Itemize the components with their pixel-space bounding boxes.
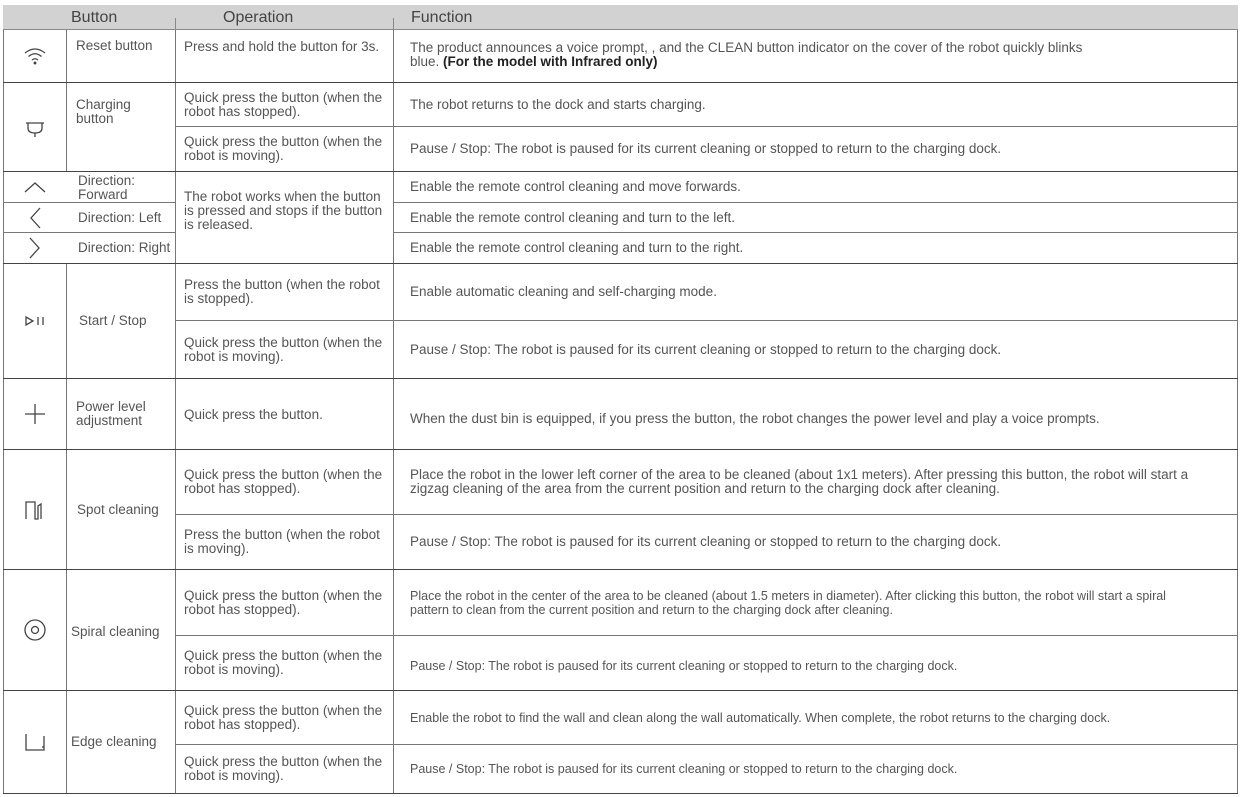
edge-cleaning-label: Edge cleaning xyxy=(71,734,157,749)
power-function: When the dust bin is equipped, if you press the button, the robot changes the power level and play a voice prompts. xyxy=(410,411,1100,426)
header-button: Button xyxy=(71,9,118,26)
spot-operation-stopped: Quick press the button (when the robot has stopped). xyxy=(184,467,383,496)
edge-operation-stopped: Quick press the button (when the robot has stopped). xyxy=(184,702,383,732)
start-function-stopped: Enable automatic cleaning and self-charging mode. xyxy=(410,284,717,299)
edge-function-moving: Pause / Stop: The robot is paused for its current cleaning or stopped to return to the charging dock. xyxy=(410,762,958,776)
header-operation: Operation xyxy=(223,9,294,26)
start-function-moving: Pause / Stop: The robot is paused for its current cleaning or stopped to return to the charging dock. xyxy=(410,341,1002,357)
spiral-function-stopped: Place the robot in the center of the area to be cleaned (about 1.5 meters in diameter). After clicking this button, the robot will start a spiral pattern to clean from the current position and return to the charging dock after cleaning. xyxy=(410,588,1166,617)
edge-function-stopped: Enable the robot to find the wall and clean along the wall automatically. When complete, the robot returns to the charging dock. xyxy=(410,710,1111,725)
direction-left-label: Direction: Left xyxy=(78,209,162,225)
charging-function-moving: Pause / Stop: The robot is paused for its current cleaning or stopped to return to the charging dock. xyxy=(410,141,1002,156)
start-operation-moving: Quick press the button (when the robot is moving). xyxy=(184,334,383,364)
charging-function-stopped: The robot returns to the dock and starts charging. xyxy=(410,97,706,112)
power-operation: Quick press the button. xyxy=(184,407,323,422)
reset-function xyxy=(410,34,1110,78)
spot-cleaning-icon xyxy=(5,450,65,569)
reset-operation: Press and hold the button for 3s. xyxy=(184,39,380,54)
header-divider xyxy=(393,18,394,30)
header-divider xyxy=(175,18,176,30)
plus-icon xyxy=(5,379,65,449)
chevron-left-icon xyxy=(5,203,65,232)
reset-button-label: Reset button xyxy=(76,38,153,53)
spiral-cleaning-label: Spiral cleaning xyxy=(71,624,160,639)
table-border-left xyxy=(3,30,4,793)
edge-cleaning-icon xyxy=(5,691,65,793)
spiral-operation-stopped: Quick press the button (when the robot has stopped). xyxy=(184,587,383,617)
direction-function-forward: Enable the remote control cleaning and move forwards. xyxy=(410,179,741,194)
row-divider xyxy=(3,793,1238,794)
col-divider xyxy=(175,30,176,793)
power-level-label: Power level adjustment xyxy=(76,399,146,428)
table-border-right xyxy=(1237,30,1238,793)
spot-function-stopped: Place the robot in the lower left corner of the area to be cleaned (about 1x1 meters). After pressing this button, the robot will start a zigzag cleaning of the area from the current position and return to the charging dock after cleaning. xyxy=(410,467,1189,496)
start-stop-label: Start / Stop xyxy=(79,313,147,328)
reset-function-text: The product announces a voice prompt, , and the CLEAN button indicator on the cover of the robot quickly blinks blue. xyxy=(410,40,1083,69)
charging-operation-stopped: Quick press the button (when the robot has stopped). xyxy=(184,90,383,119)
charging-button-label: Charging button xyxy=(76,97,131,126)
direction-operation: The robot works when the button is pressed and stops if the button is released. xyxy=(184,189,383,232)
chevron-right-icon xyxy=(5,233,65,263)
direction-forward-label: Direction: Forward xyxy=(78,172,136,202)
edge-operation-moving: Quick press the button (when the robot is moving). xyxy=(184,754,383,783)
col-divider xyxy=(66,30,67,171)
play-pause-icon xyxy=(5,264,65,378)
spot-cleaning-label: Spot cleaning xyxy=(77,501,159,517)
spiral-operation-moving: Quick press the button (when the robot is moving). xyxy=(184,648,383,677)
table-header xyxy=(3,5,1238,30)
col-divider xyxy=(66,263,67,793)
direction-function-right: Enable the remote control cleaning and turn to the right. xyxy=(410,240,744,255)
spot-operation-moving: Press the button (when the robot is moving). xyxy=(184,527,380,556)
start-operation-stopped: Press the button (when the robot is stopped). xyxy=(184,277,380,306)
direction-function-left: Enable the remote control cleaning and turn to the left. xyxy=(410,209,735,225)
row-divider xyxy=(3,82,1238,83)
wifi-icon xyxy=(5,30,65,82)
chevron-up-icon xyxy=(5,172,65,202)
direction-right-label: Direction: Right xyxy=(78,240,171,255)
spiral-function-moving: Pause / Stop: The robot is paused for its current cleaning or stopped to return to the charging dock. xyxy=(410,659,958,673)
charging-operation-moving: Quick press the button (when the robot is moving). xyxy=(184,134,383,163)
spot-function-moving: Pause / Stop: The robot is paused for its current cleaning or stopped to return to the charging dock. xyxy=(410,534,1002,549)
col-divider xyxy=(393,30,394,793)
header-function: Function xyxy=(411,9,473,26)
plug-icon xyxy=(5,83,65,171)
reset-function-note: (For the model with Infrared only) xyxy=(443,54,658,69)
spiral-cleaning-icon xyxy=(5,570,65,690)
